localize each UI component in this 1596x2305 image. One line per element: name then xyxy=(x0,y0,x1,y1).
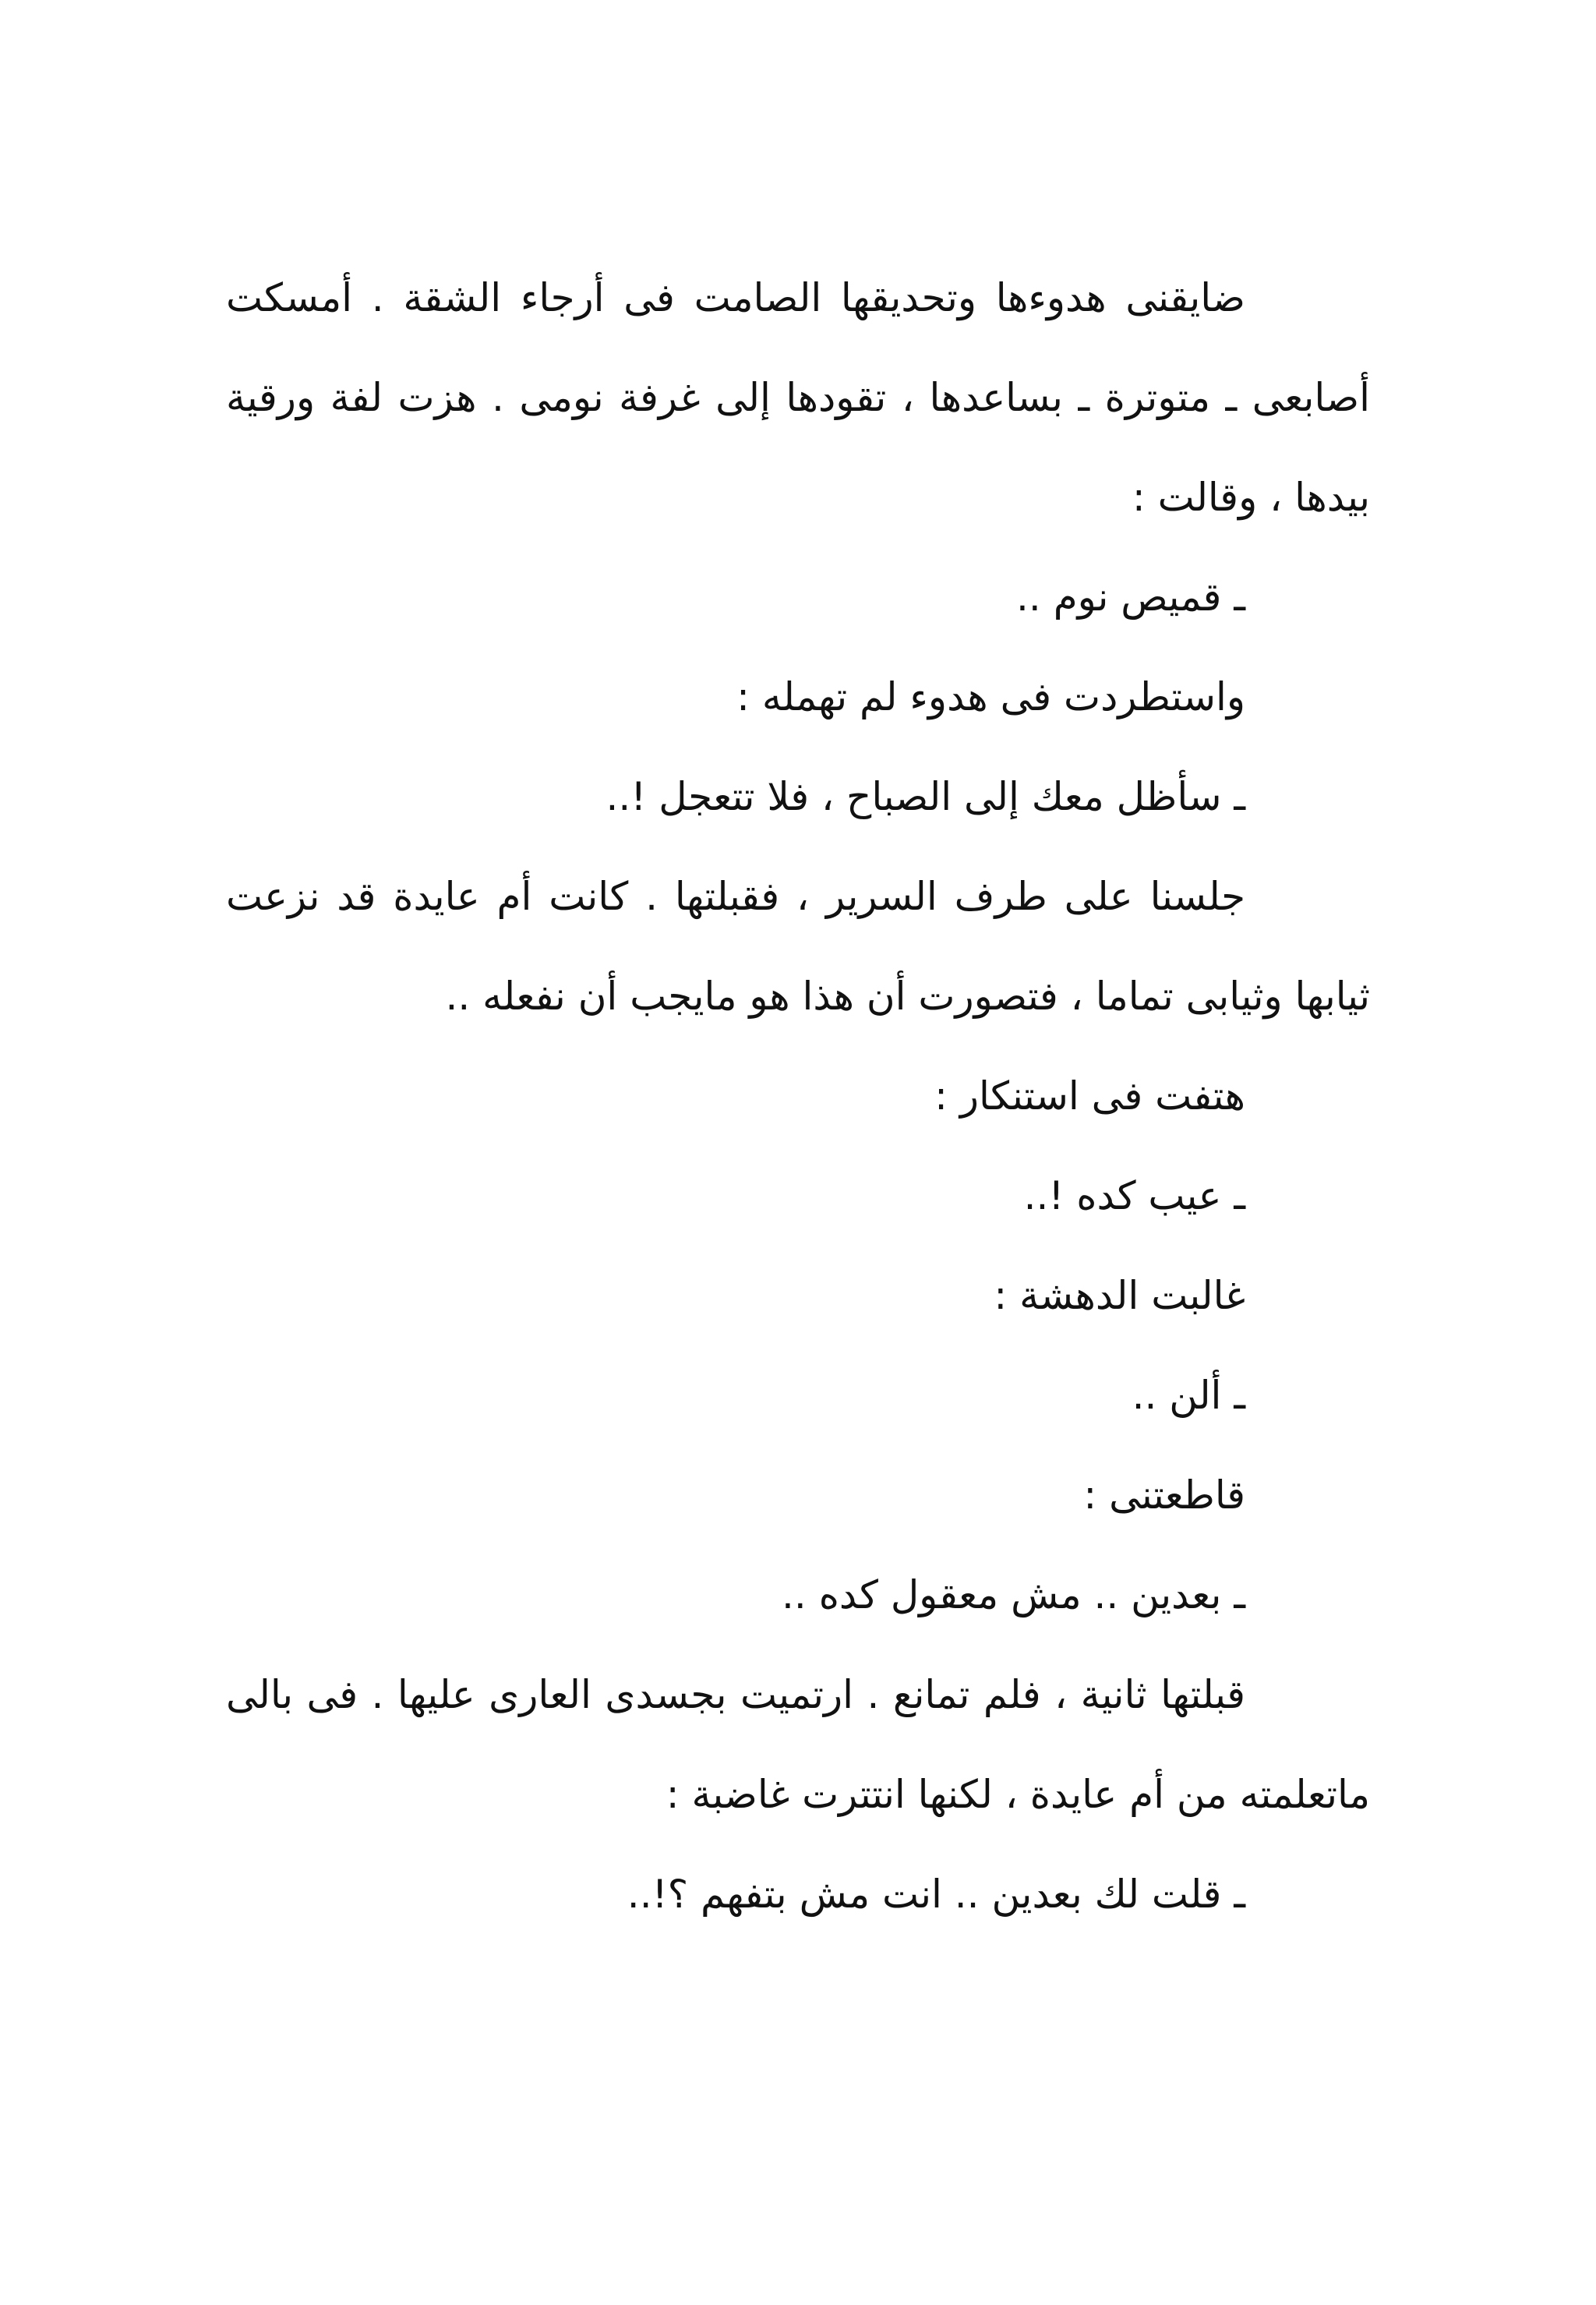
paragraph-3: واستطردت فى هدوء لم تهمله : xyxy=(736,674,1245,719)
paragraph-4: ـ سأظل معك إلى الصباح ، فلا تتعجل !.. xyxy=(606,774,1245,819)
paragraph-1: ضايقنى هدوءها وتحديقها الصامت فى أرجاء الشقة . أمسكت أصابعى ـ متوترة ـ بساعدها ، تقودها إلى غرفة نومى . هزت لفة ورقية بيدها ، وقالت : xyxy=(226,275,1370,520)
paragraph-11: ـ بعدين .. مش معقول كده .. xyxy=(782,1572,1245,1617)
paragraph-7: ـ عيب كده !.. xyxy=(1023,1173,1245,1218)
paragraph-13: ـ قلت لك بعدين .. انت مش بتفهم ؟!.. xyxy=(627,1872,1245,1917)
paragraph-9: ـ ألن .. xyxy=(1132,1373,1245,1418)
body-text xyxy=(226,248,1370,1944)
paragraph-6: هتفت فى استنكار : xyxy=(934,1073,1245,1119)
paragraph-5: جلسنا على طرف السرير ، فقبلتها . كانت أم عايدة قد نزعت ثيابها وثيابى تماما ، فتصورت أن هذا هو مايجب أن نفعله .. xyxy=(226,874,1370,1019)
paragraph-12: قبلتها ثانية ، فلم تمانع . ارتميت بجسدى العارى عليها . فى بالى ماتعلمته من أم عايدة ، لكنها انتترت غاضبة : xyxy=(226,1672,1370,1817)
paragraph-8: غالبت الدهشة : xyxy=(994,1273,1245,1318)
paragraph-2: ـ قميص نوم .. xyxy=(1016,574,1245,620)
paragraph-10: قاطعتنى : xyxy=(1083,1472,1245,1518)
